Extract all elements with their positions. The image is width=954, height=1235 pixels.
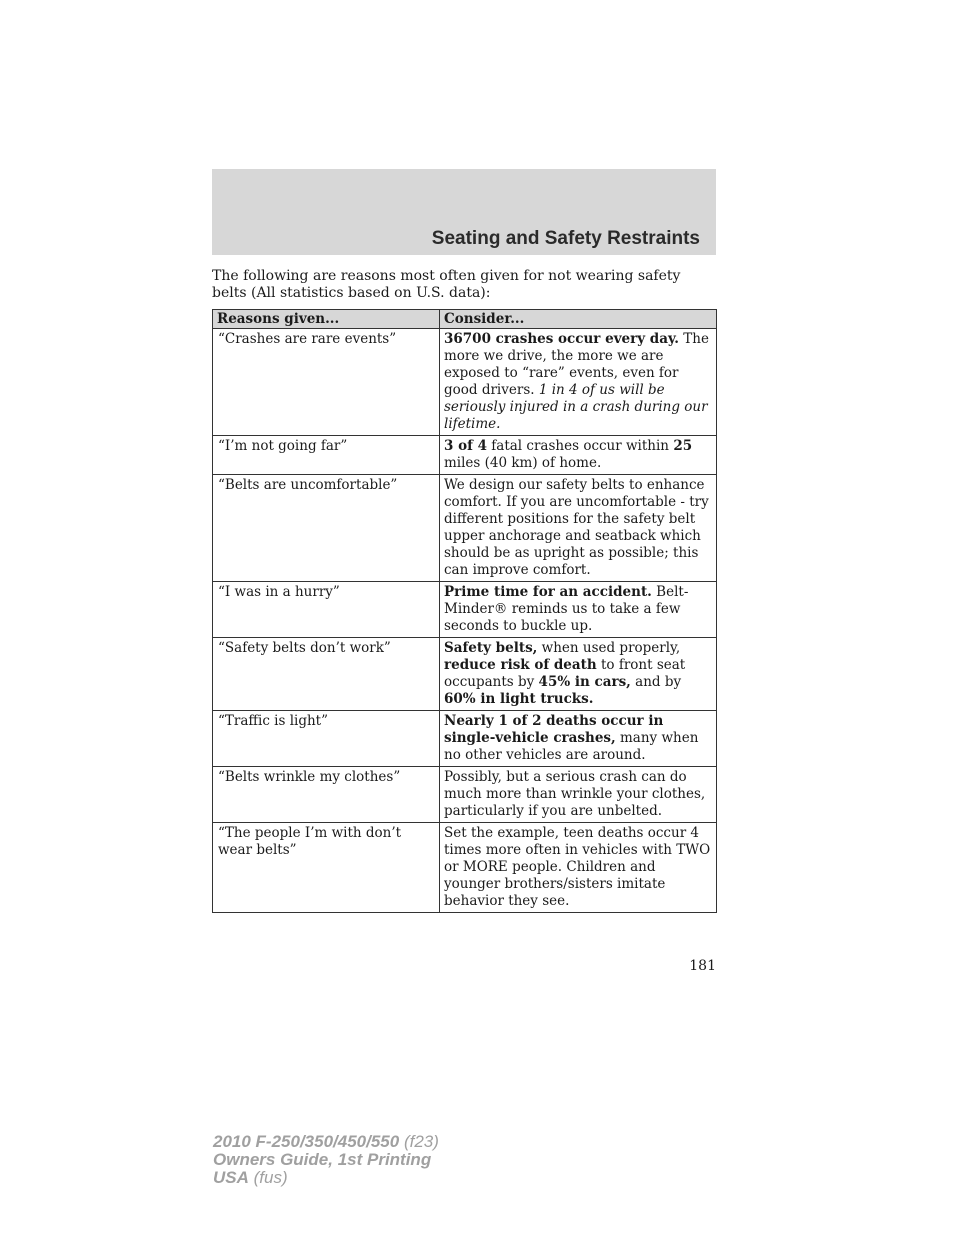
page-number: 181 xyxy=(689,958,716,974)
consider-cell xyxy=(440,638,717,711)
reason-cell: “I was in a hurry” xyxy=(213,582,440,638)
body-text: and by xyxy=(630,674,682,690)
reason-cell: “Crashes are rare events” xyxy=(213,329,440,436)
column-header-reasons: Reasons given... xyxy=(213,310,440,329)
body-text: fatal crashes occur within xyxy=(487,438,674,454)
body-text: Set the example, teen deaths occur 4 times more often in vehicles with TWO or MORE people. Children and younger brothers/sisters imitate behavior they see. xyxy=(444,825,711,909)
table-row xyxy=(213,329,717,436)
table-row xyxy=(213,638,717,711)
emphasis-text: 36700 crashes occur every day. xyxy=(444,331,679,347)
emphasis-text: Nearly 1 of 2 deaths occur in single-vehicle crashes, xyxy=(444,713,664,746)
table-header-row xyxy=(213,310,717,329)
footer-line-printing: Owners Guide, 1st Printing xyxy=(213,1150,432,1169)
body-text: Possibly, but a serious crash can do much more than wrinkle your clothes, particularly if you are unbelted. xyxy=(444,769,706,819)
table-body xyxy=(213,329,717,913)
emphasis-text: reduce risk of death xyxy=(444,657,597,673)
footer-line-model xyxy=(213,1133,439,1151)
consider-cell xyxy=(440,823,717,913)
emphasis-text: 60% in light trucks. xyxy=(444,691,594,707)
safety-belt-reasons-table xyxy=(212,309,717,913)
table-row xyxy=(213,767,717,823)
table-row xyxy=(213,436,717,475)
section-title: Seating and Safety Restraints xyxy=(431,228,700,249)
consider-cell xyxy=(440,767,717,823)
consider-cell xyxy=(440,436,717,475)
body-text: to front seat occupants by xyxy=(444,657,686,690)
table-row xyxy=(213,711,717,767)
footer-market: USA xyxy=(213,1168,249,1187)
emphasis-text: 45% in cars, xyxy=(538,674,631,690)
section-header-band xyxy=(212,169,716,255)
reason-cell: “The people I’m with don’t wear belts” xyxy=(213,823,440,913)
emphasis-text: 3 of 4 xyxy=(444,438,487,454)
consider-cell xyxy=(440,475,717,582)
reason-cell: “Belts are uncomfortable” xyxy=(213,475,440,582)
intro-paragraph: The following are reasons most often given for not wearing safety belts (All statistics based on U.S. data): xyxy=(212,268,681,301)
consider-cell xyxy=(440,711,717,767)
footer-model: 2010 F-250/350/450/550 xyxy=(213,1132,400,1151)
table-row xyxy=(213,823,717,913)
body-text: We design our safety belts to enhance comfort. If you are uncomfortable - try different positions for the safety belt upper anchorage and seatback which should be as upright as possible; this can improve comfort. xyxy=(444,477,709,578)
reason-cell: “Safety belts don’t work” xyxy=(213,638,440,711)
footer-line-market xyxy=(213,1169,439,1187)
reason-cell: “Traffic is light” xyxy=(213,711,440,767)
body-text: The more we drive, the more we are exposed to “rare” events, even for good drivers. xyxy=(444,331,709,398)
footer-model-code: (f23) xyxy=(399,1132,439,1151)
body-text: many when no other vehicles are around. xyxy=(444,730,699,763)
italic-text: 1 in 4 of us will be seriously injured in a crash during our lifetime. xyxy=(444,382,708,432)
reason-cell: “I’m not going far” xyxy=(213,436,440,475)
body-text: when used properly, xyxy=(537,640,681,656)
body-text: miles (40 km) of home. xyxy=(444,455,602,471)
footer-market-code: (fus) xyxy=(248,1168,288,1187)
table-row xyxy=(213,582,717,638)
document-footer xyxy=(213,1133,439,1187)
consider-cell xyxy=(440,329,717,436)
emphasis-text: Safety belts, xyxy=(444,640,538,656)
body-text: Belt-Minder® reminds us to take a few seconds to buckle up. xyxy=(444,584,689,634)
consider-cell xyxy=(440,582,717,638)
emphasis-text: Prime time for an accident. xyxy=(444,584,652,600)
column-header-consider: Consider... xyxy=(440,310,717,329)
reason-cell: “Belts wrinkle my clothes” xyxy=(213,767,440,823)
emphasis-text: 25 xyxy=(673,438,693,454)
table-row xyxy=(213,475,717,582)
